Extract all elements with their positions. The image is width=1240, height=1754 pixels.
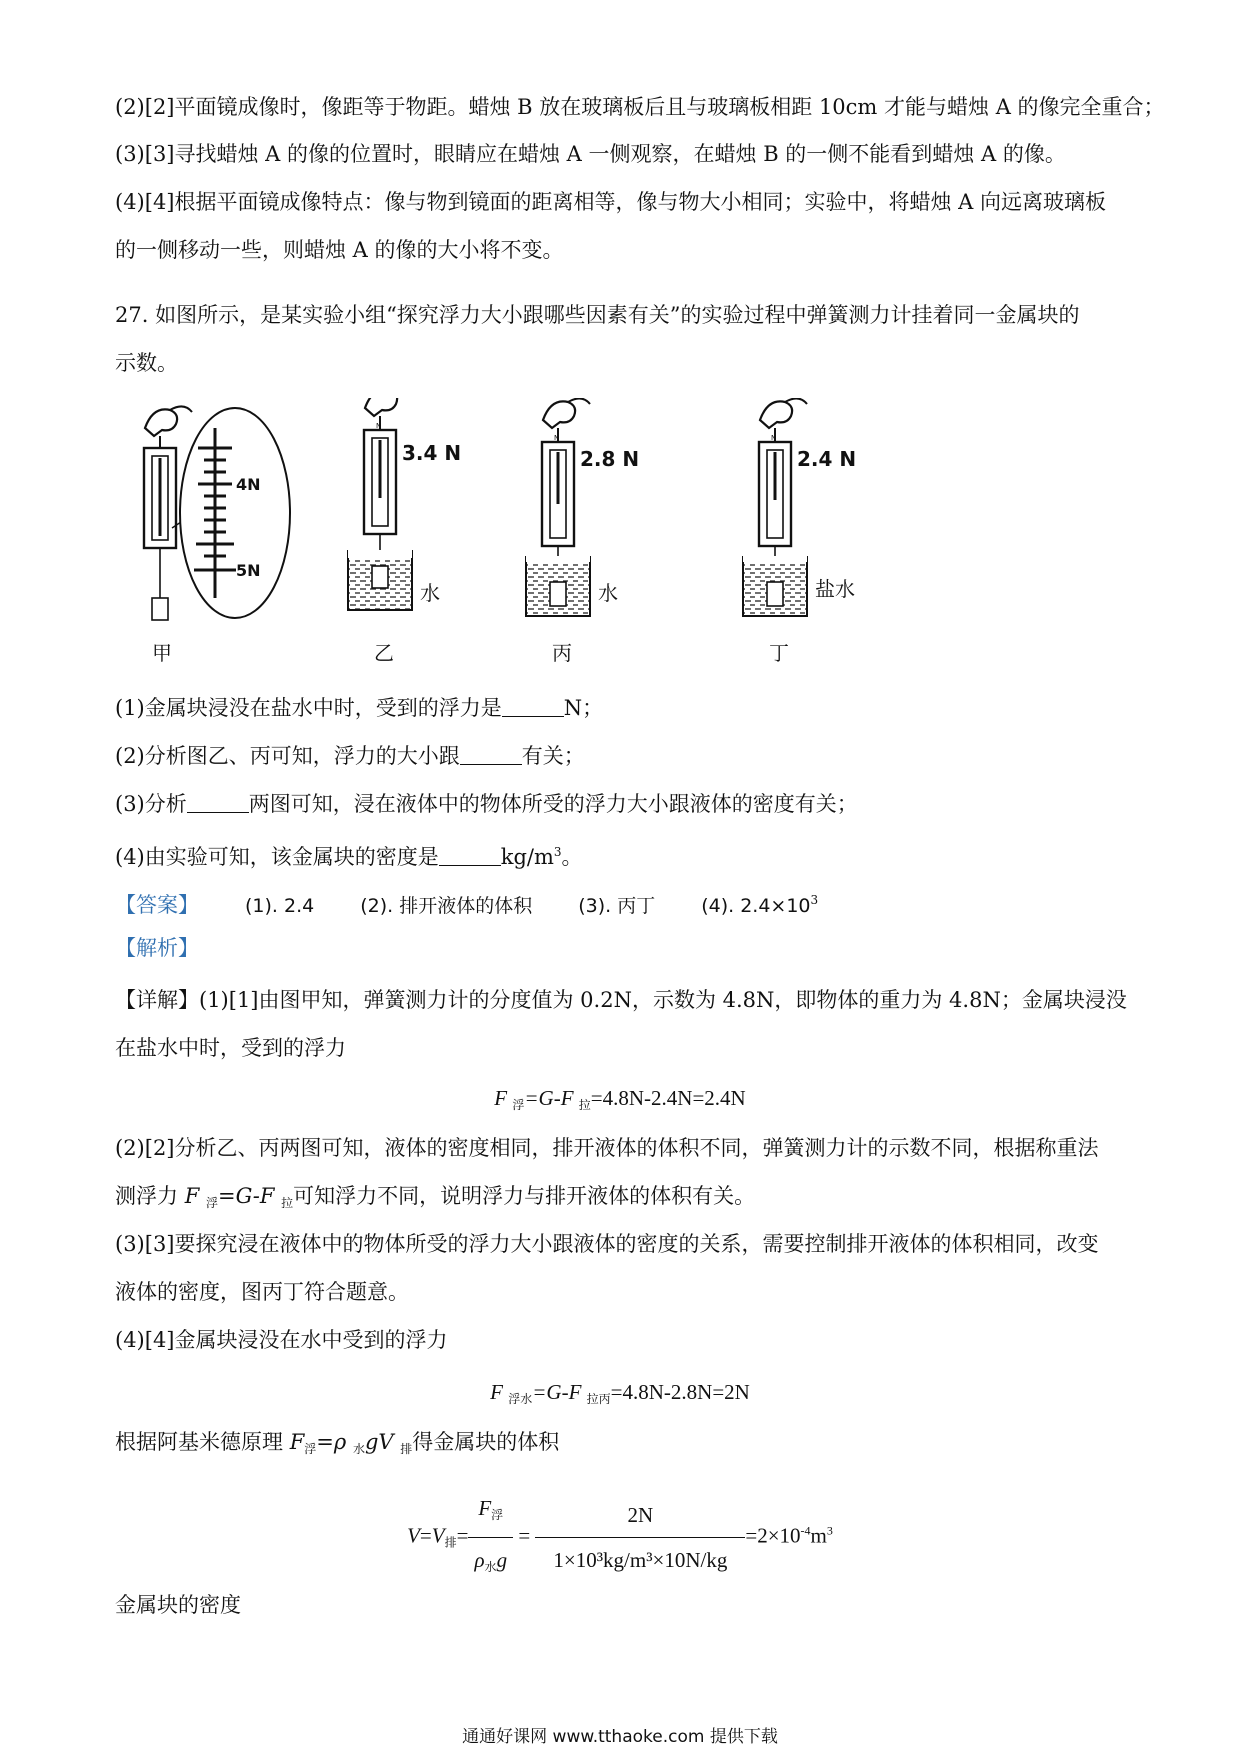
q2-text: (2)分析图乙、丙可知，浮力的大小跟 xyxy=(115,744,460,768)
detail-line: 液体的密度，图丙丁符合题意。 xyxy=(115,1280,409,1304)
answer-item: (4). 2.4×10 xyxy=(701,895,811,917)
question-27-stem: 27. 如图所示，是某实验小组“探究浮力大小跟哪些因素有关”的实验过程中弹簧测力计挂着同一金属块的 xyxy=(115,303,1080,327)
detail-line: 在盐水中时，受到的浮力 xyxy=(115,1036,346,1060)
liquid-label: 盐水 xyxy=(815,577,855,601)
liquid-label: 水 xyxy=(598,581,618,605)
figure-label-bing: 丙 xyxy=(552,641,572,665)
frac-sub: 水 xyxy=(484,1560,497,1574)
q3-tail: 两图可知，浸在液体中的物体所受的浮力大小跟液体的密度有关； xyxy=(248,792,858,816)
fraction: $\frac{F_浮}{\rho_水g}$ xyxy=(468,1488,513,1587)
equation-2: F $_{浮水}$=G-F $_{拉丙}$=4.8N-2.8N=2N xyxy=(490,1380,750,1406)
liquid-label: 水 xyxy=(420,581,440,605)
q4-unit-exp: 3 xyxy=(553,845,562,859)
figure-label-yi: 乙 xyxy=(374,641,394,665)
equation-1: F $_浮$=G-F $_拉$=4.8N-2.4N=2.4N xyxy=(494,1086,746,1112)
eq-exp: -4 xyxy=(800,1523,811,1538)
zoom-tick-label: 5N xyxy=(236,561,261,580)
setup-yi xyxy=(348,398,461,665)
answer-tag: 【答案】 xyxy=(115,893,199,917)
eq-unit: m xyxy=(810,1523,827,1548)
frac-num: F xyxy=(478,1496,492,1520)
analysis-row xyxy=(115,933,199,963)
q1-unit: N； xyxy=(563,696,604,720)
scale-letter: N xyxy=(376,422,382,430)
eq-result: =2×10 xyxy=(745,1523,801,1548)
q4-end: 。 xyxy=(561,845,583,869)
answer-blank[interactable] xyxy=(439,845,501,866)
eq-result: =4.8N-2.8N=2N xyxy=(610,1380,750,1404)
detail-line: (2)[2]分析乙、丙两图可知，液体的密度相同，排开液体的体积不同，弹簧测力计的示数不同，根据称重法 xyxy=(115,1136,1099,1160)
eq-sub: 浮 xyxy=(205,1196,218,1210)
answer-blank[interactable] xyxy=(502,696,564,717)
eq-sub: 拉丙 xyxy=(586,1392,611,1406)
question-27-stem: 示数。 xyxy=(115,351,178,375)
answer-blank[interactable] xyxy=(187,792,249,813)
analysis-tag: 【解析】 xyxy=(115,936,199,960)
text-span: 测浮力 xyxy=(115,1184,185,1208)
text-line: 的一侧移动一些，则蜡烛 A 的像的大小将不变。 xyxy=(115,238,564,262)
setup-ding xyxy=(743,398,856,665)
q2-tail: 有关； xyxy=(521,744,585,768)
sub-question-1 xyxy=(115,693,603,723)
sub-question-3 xyxy=(115,789,858,819)
eq-body: =G-F xyxy=(217,1184,275,1208)
answer-item: (3). 丙丁 xyxy=(578,895,656,917)
answer-blank[interactable] xyxy=(460,744,522,765)
eq-sub: 拉 xyxy=(578,1098,591,1112)
setup-bing xyxy=(526,398,639,665)
answer-row xyxy=(115,885,818,921)
answer-item: (2). 排开液体的体积 xyxy=(360,895,533,917)
frac-sub: 浮 xyxy=(491,1508,504,1522)
text-span: 可知浮力不同，说明浮力与排开液体的体积有关。 xyxy=(293,1184,756,1208)
q4-unit: kg/m xyxy=(500,845,554,869)
page-footer: 通通好课网 www.tthaoke.com 提供下载 xyxy=(462,1727,778,1747)
text-line: (4)[4]根据平面镜成像特点：像与物到镜面的距离相等，像与物大小相同；实验中，将蜡烛 A 向远离玻璃板 xyxy=(115,190,1107,214)
detail-line: 金属块的密度 xyxy=(115,1593,241,1617)
eq-sub: 浮水 xyxy=(508,1392,533,1406)
eq-exp: 3 xyxy=(826,1523,833,1538)
fraction xyxy=(535,1495,745,1580)
detail-line: 根据阿基米德原理 $F_浮=\rho$ $_水$gV $_排$得金属块的体积 xyxy=(115,1430,560,1456)
frac-den: 1×10³kg/m³×10N/kg xyxy=(553,1548,728,1572)
eq-sub: 拉 xyxy=(281,1196,294,1210)
sub-question-4 xyxy=(115,837,583,872)
text-span: 根据阿基米德原理 xyxy=(115,1430,290,1454)
equation-3: $V=V_排=$ $\frac{F_浮}{\rho_水g}$ = $\frac{2N}{\text{1×10³kg/m³×10N/kg}}$ $=2\times 10^{-4}m^3$ xyxy=(0,1488,1240,1587)
frac-den: ρ xyxy=(474,1548,485,1572)
answer-exp: 3 xyxy=(810,893,819,907)
text-line: (3)[3]寻找蜡烛 A 的像的位置时，眼睛应在蜡烛 A 一侧观察，在蜡烛 B 的一侧不能看到蜡烛 A 的像。 xyxy=(115,142,1066,166)
eq-body: =G-F xyxy=(532,1380,582,1404)
reading-label: 2.4 N xyxy=(797,447,857,471)
eq-sub: 浮 xyxy=(512,1098,525,1112)
text-span: 得金属块的体积 xyxy=(412,1430,560,1454)
detail-line: (3)[3]要探究浸在液体中的物体所受的浮力大小跟液体的密度的关系，需要控制排开液体的体积相同，改变 xyxy=(115,1232,1099,1256)
q4-text: (4)由实验可知，该金属块的密度是 xyxy=(115,845,439,869)
sub-question-2 xyxy=(115,741,585,771)
scale-letter: N xyxy=(554,434,560,442)
reading-label: 2.8 N xyxy=(580,447,640,471)
frac-num: 2N xyxy=(535,1495,745,1538)
experiment-figure xyxy=(130,398,950,678)
eq-body: =G-F xyxy=(524,1086,574,1110)
q3-text: (3)分析 xyxy=(115,792,187,816)
detail-line: 【详解】(1)[1]由图甲知，弹簧测力计的分度值为 0.2N，示数为 4.8N，即物体的重力为 4.8N；金属块浸没 xyxy=(115,988,1127,1012)
reading-label: 3.4 N xyxy=(402,441,462,465)
text-line: (2)[2]平面镜成像时，像距等于物距。蜡烛 B 放在玻璃板后且与玻璃板相距 10cm 才能与蜡烛 A 的像完全重合； xyxy=(115,95,1165,119)
zoom-tick-label: 4N xyxy=(236,475,261,494)
scale-letter: N xyxy=(771,434,777,442)
q1-text: (1)金属块浸没在盐水中时，受到的浮力是 xyxy=(115,696,502,720)
figure-label-ding: 丁 xyxy=(769,641,789,665)
setup-jia xyxy=(144,406,290,665)
detail-line: 测浮力 F $_浮$=G-F $_拉$可知浮力不同，说明浮力与排开液体的体积有关。 xyxy=(115,1184,756,1210)
detail-line: (4)[4]金属块浸没在水中受到的浮力 xyxy=(115,1328,448,1352)
answer-item: (1). 2.4 xyxy=(245,895,315,917)
eq-result: =4.8N-2.4N=2.4N xyxy=(590,1086,746,1110)
figure-label-jia: 甲 xyxy=(152,641,172,665)
